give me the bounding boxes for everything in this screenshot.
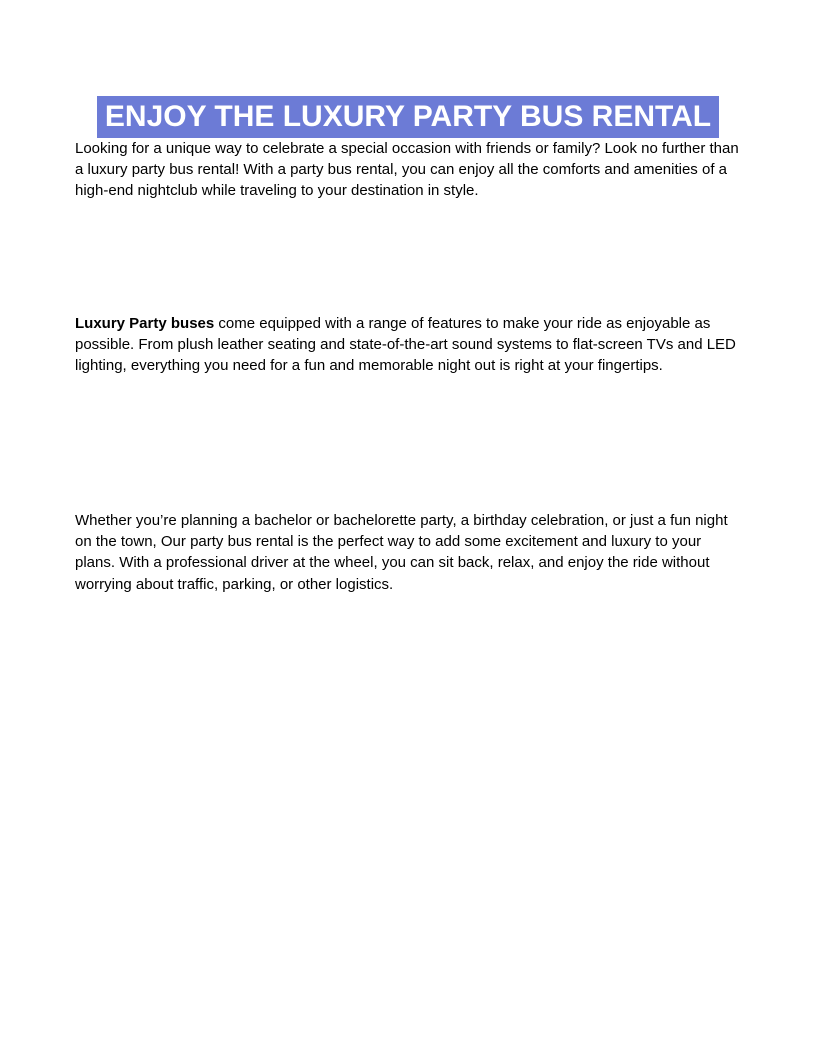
paragraph-intro xyxy=(75,138,741,202)
document-page xyxy=(75,96,741,593)
page-title: ENJOY THE LUXURY PARTY BUS RENTAL xyxy=(97,96,719,138)
paragraph-features-bold-lead: Luxury Party buses xyxy=(75,315,215,332)
paragraph-intro-text: Looking for a unique way to celebrate a special occasion with friends or family? Look no further than a luxury party bus rental! With a party bus rental, you can enjoy all the comforts and amenities of a high-end nightclub while traveling to your destination in style. xyxy=(75,140,739,200)
paragraph-features-text: come equipped with a range of features to make your ride as enjoyable as possible. From plush leather seating and state-of-the-art sound systems to flat-screen TVs and LED lighting, everything you need for a fun and memorable night out is right at your fingertips. xyxy=(75,315,736,375)
paragraph-occasions xyxy=(75,510,741,595)
title-container xyxy=(75,96,741,138)
paragraph-occasions-text: Whether you’re planning a bachelor or bachelorette party, a birthday celebration, or just a fun night on the town, Our party bus rental is the perfect way to add some excitement and luxury to your plans. With a professional driver at the wheel, you can sit back, relax, and enjoy the ride without worrying about traffic, parking, or other logistics. xyxy=(75,512,728,593)
paragraph-features xyxy=(75,313,741,377)
